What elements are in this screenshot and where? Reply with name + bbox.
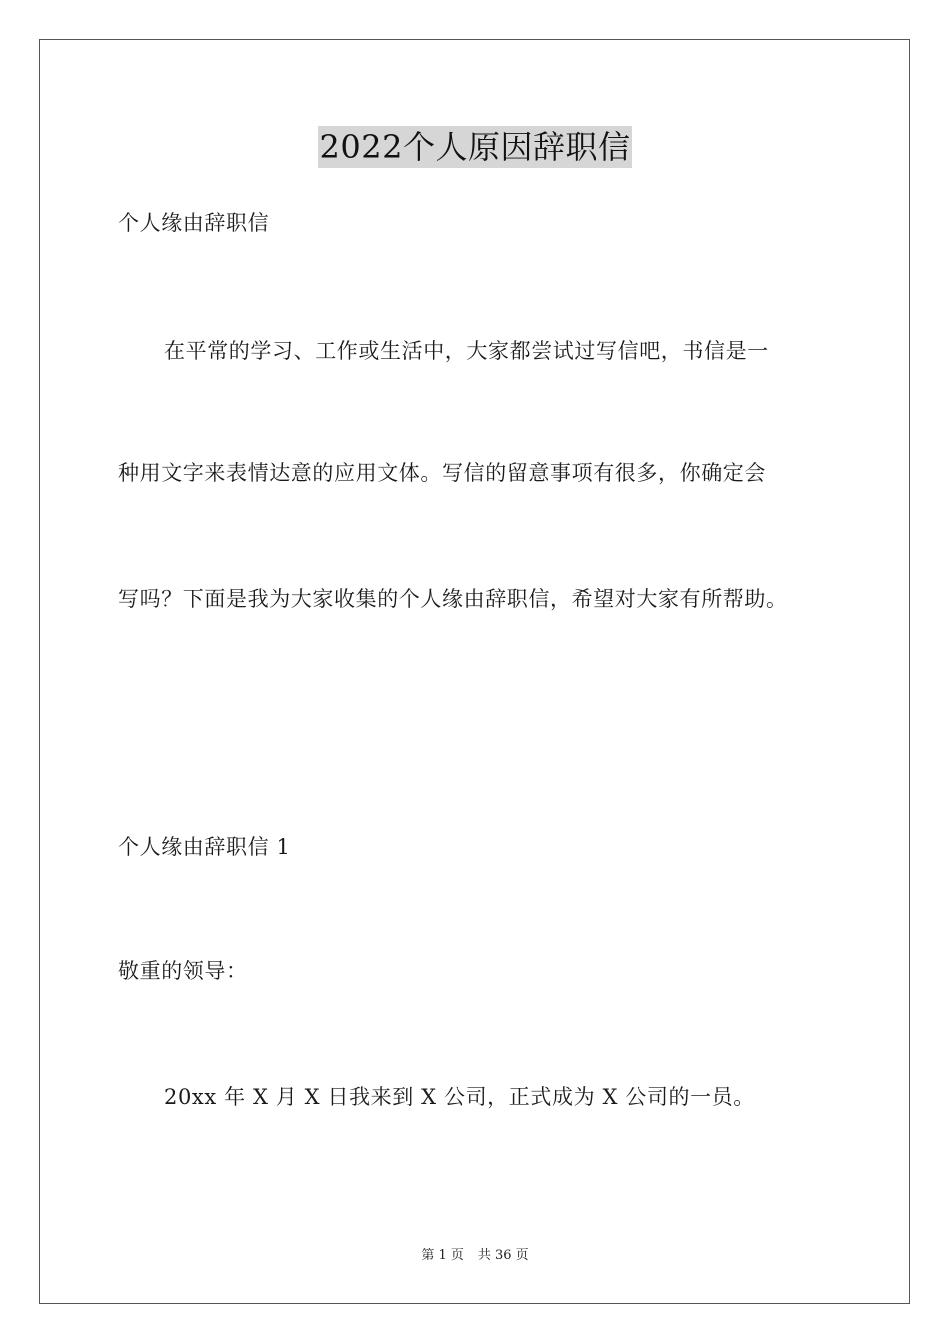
title-container (0, 126, 950, 168)
intro-line-1: 在平常的学习、工作或生活中，大家都尝试过写信吧，书信是一 (164, 339, 769, 363)
salutation: 敬重的领导： (118, 959, 248, 983)
page-footer (0, 1247, 950, 1265)
intro-line-2: 种用文字来表情达意的应用文体。写信的留意事项有很多，你确定会 (118, 461, 766, 485)
page-number-total: 共 36 页 (477, 1248, 529, 1263)
subtitle: 个人缘由辞职信 (118, 211, 270, 235)
intro-line-3: 写吗？下面是我为大家收集的个人缘由辞职信，希望对大家有所帮助。 (118, 587, 788, 611)
page-number-current: 第 1 页 (421, 1248, 464, 1263)
section-heading: 个人缘由辞职信 1 (118, 835, 291, 859)
body-line-1: 20xx 年 X 月 X 日我来到 X 公司，正式成为 X 公司的一员。 (164, 1085, 755, 1109)
document-title: 2022个人原因辞职信 (319, 128, 631, 166)
